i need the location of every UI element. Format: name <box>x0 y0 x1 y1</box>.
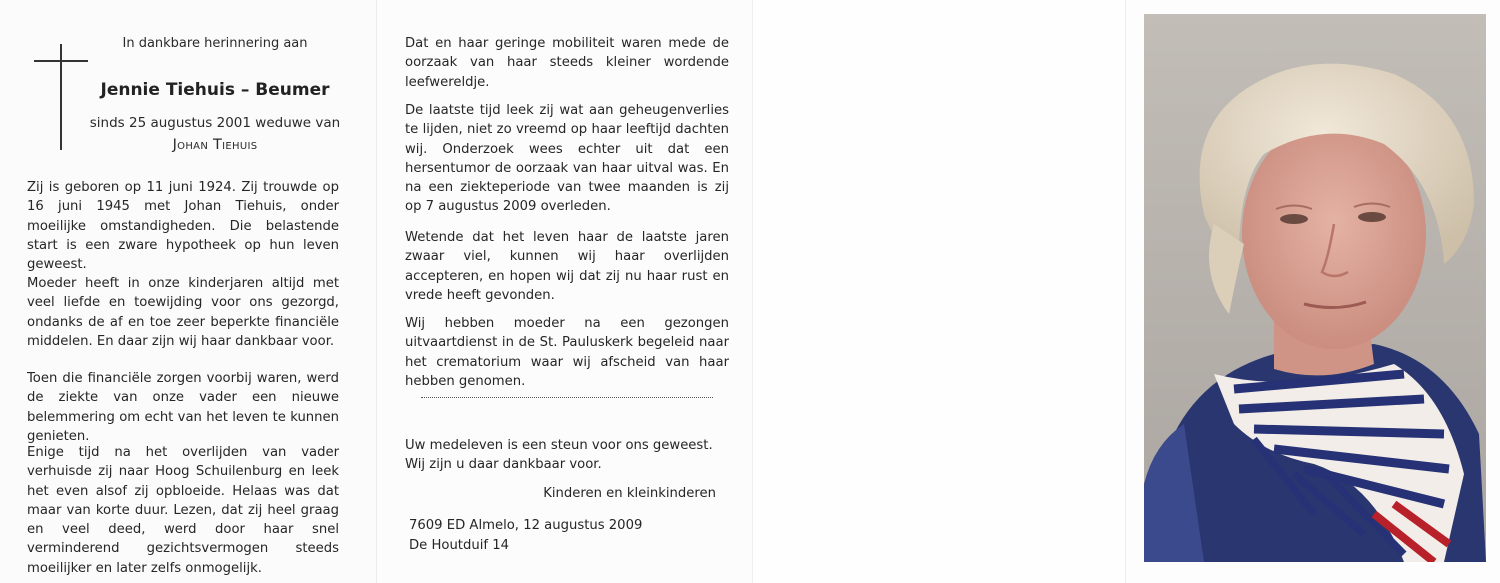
thanks-line: Wij zijn u daar dankbaar voor. <box>405 457 602 473</box>
card-panel-left <box>0 0 376 583</box>
intro-text: In dankbare herinnering aan <box>122 36 308 51</box>
paragraph-birth: Zij is geboren op 11 juni 1924. Zij trouwde op 16 juni 1945 met Johan Tiehuis, onder moeilijke omstandigheden. Die belastende start is een zware hypotheek op hun leven geweest. <box>27 180 339 273</box>
address-line: De Houtduif 14 <box>409 537 509 553</box>
paragraph-moving: Enige tijd na het overlijden van vader verhuisde zij naar Hoog Schuilenburg en leek het even alsof zij opbloeide. Helaas was dat maar van korte duur. Lezen, dat zij heel graag en veel deed, werd door haar snel verminderend gezichtsvermogen steeds moeilijker en later zelfs onmogelijk. <box>27 445 339 576</box>
dotted-divider <box>421 397 713 398</box>
paragraph-funeral: Wij hebben moeder na een gezongen uitvaartdienst in de St. Pauluskerk begeleid naar het crematorium waar wij afscheid van haar hebben genomen. <box>405 316 729 389</box>
signature: Kinderen en kleinkinderen <box>543 486 716 501</box>
card-panel-photo <box>1125 0 1500 583</box>
paragraph-mobility: Dat en haar geringe mobiliteit waren mede de oorzaak van haar steeds kleiner wordende leefwereldje. <box>405 36 729 90</box>
thanks-message <box>405 436 729 475</box>
husband-name: Johan Tiehuis <box>172 137 258 153</box>
paragraph-memory-loss: De laatste tijd leek zij wat aan geheugenverlies te lijden, niet zo vreemd op haar leeftijd dachten wij. Onderzoek wees echter uit dat een hersentumor de oorzaak van haar uitval was. En na een ziekteperiode van twee maanden is zij op 7 augustus 2009 overleden. <box>405 103 729 215</box>
paragraph-acceptance: Wetende dat het leven haar de laatste jaren zwaar viel, kunnen wij haar overlijden accepteren, en hopen wij dat zij nu haar rust en vrede heeft gevonden. <box>405 230 729 303</box>
card-panel-middle <box>376 0 752 583</box>
widow-line: sinds 25 augustus 2001 weduwe van <box>89 115 341 131</box>
portrait-photo <box>1144 14 1486 562</box>
address-line: 7609 ED Almelo, 12 augustus 2009 <box>409 518 643 533</box>
paragraph-illness-father: Toen die financiële zorgen voorbij waren, werd de ziekte van onze vader een nieuwe belemmering om echt van het leven te kunnen genieten. <box>27 371 339 444</box>
card-panel-blank <box>752 0 1125 583</box>
deceased-name: Jennie Tiehuis – Beumer <box>100 80 330 100</box>
address-block <box>409 516 642 555</box>
thanks-line: Uw medeleven is een steun voor ons geweest. <box>405 438 713 453</box>
paragraph-childhood: Moeder heeft in onze kinderjaren altijd met veel liefde en toewijding voor ons gezorgd, ondanks de af en toe zeer beperkte financiële middelen. En daar zijn wij haar dankbaar voor. <box>27 276 339 349</box>
